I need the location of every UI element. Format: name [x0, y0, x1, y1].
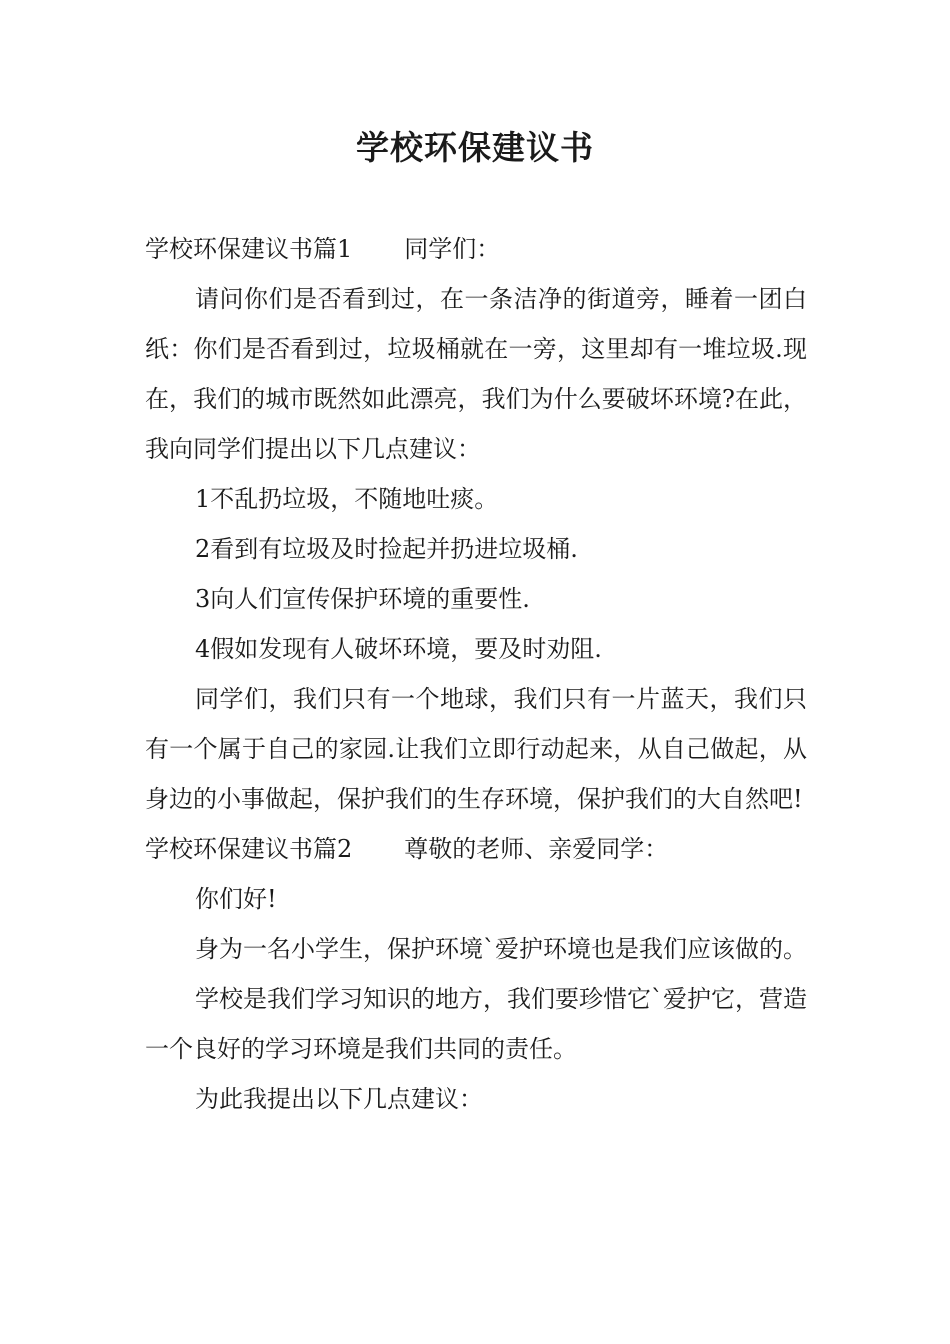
list-item: 4假如发现有人破坏环境，要及时劝阻.	[195, 635, 602, 663]
document-title: 学校环保建议书	[356, 128, 594, 167]
paragraph: 你们好!	[195, 885, 277, 913]
section-heading-2	[145, 824, 807, 874]
section-greeting: 同学们：	[404, 235, 501, 263]
list-item: 3向人们宣传保护环境的重要性.	[195, 585, 530, 613]
paragraph: 身为一名小学生，保护环境`爱护环境也是我们应该做的。	[195, 935, 807, 963]
section-title: 学校环保建议书篇1	[145, 235, 353, 263]
list-item: 1不乱扔垃圾，不随地吐痰。	[195, 485, 499, 513]
paragraph: 学校是我们学习知识的地方，我们要珍惜它`爱护它，营造一个良好的学习环境是我们共同的责任。	[145, 985, 807, 1063]
paragraph: 请问你们是否看到过，在一条洁净的街道旁，睡着一团白纸：你们是否看到过，垃圾桶就在一旁，这里却有一堆垃圾.现在，我们的城市既然如此漂亮，我们为什么要破坏环境?在此，我向同学们提出以下几点建议：	[145, 285, 807, 463]
paragraph: 同学们，我们只有一个地球，我们只有一片蓝天，我们只有一个属于自己的家园.让我们立即行动起来，从自己做起，从身边的小事做起，保护我们的生存环境，保护我们的大自然吧!	[145, 685, 807, 813]
section-greeting: 尊敬的老师、亲爱同学：	[404, 835, 669, 863]
section-title: 学校环保建议书篇2	[145, 835, 353, 863]
document-body	[145, 224, 807, 1124]
paragraph: 为此我提出以下几点建议：	[195, 1085, 483, 1113]
list-item: 2看到有垃圾及时捡起并扔进垃圾桶.	[195, 535, 578, 563]
section-heading-1	[145, 224, 807, 274]
